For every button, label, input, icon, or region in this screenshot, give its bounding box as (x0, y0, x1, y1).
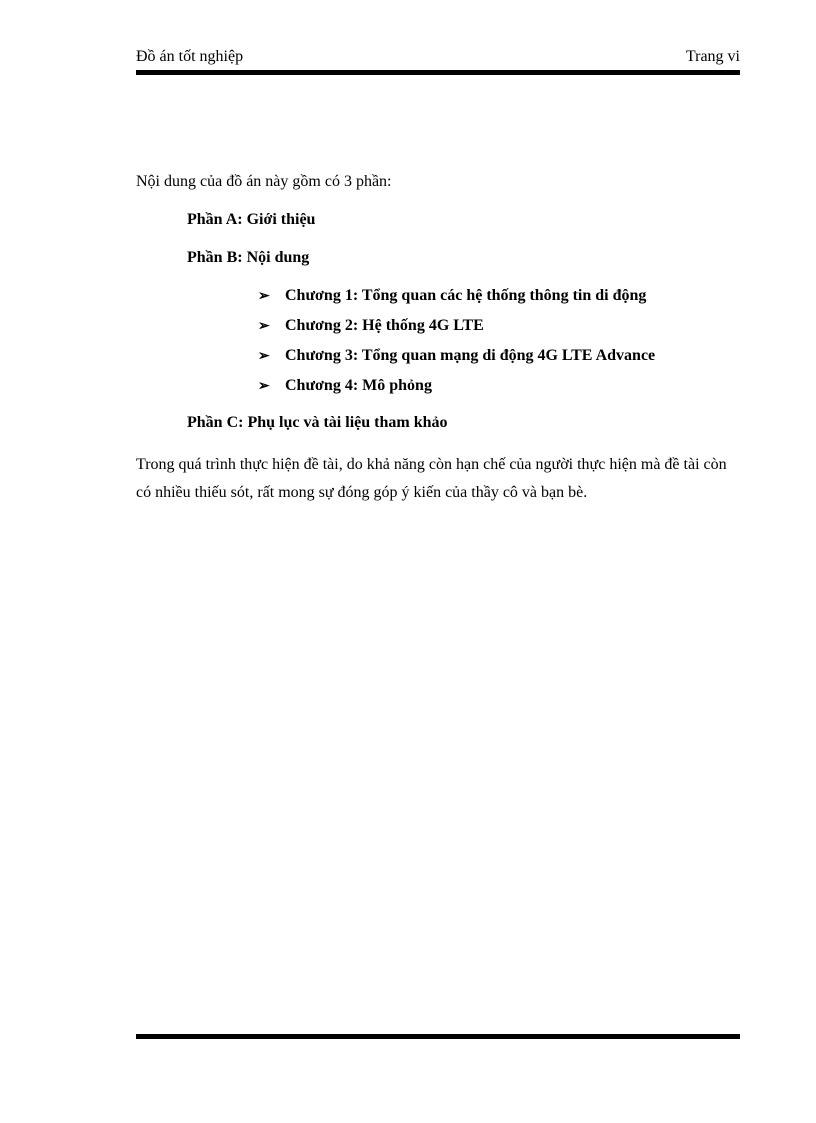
part-c-heading: Phần C: Phụ lục và tài liệu tham khảo (187, 414, 448, 431)
chapter-list (258, 286, 655, 406)
page-number: Trang vi (685, 48, 740, 65)
chapter-item-2 (258, 316, 655, 346)
arrowhead-bullet-icon: ➢ (258, 289, 270, 304)
part-a-heading: Phần A: Giới thiệu (187, 211, 316, 228)
intro-text: Nội dung của đồ án này gồm có 3 phần: (136, 173, 392, 190)
part-b-heading: Phần B: Nội dung (187, 249, 310, 266)
chapter-label: Chương 4: Mô phỏng (285, 377, 432, 394)
chapter-item-4 (258, 376, 655, 406)
chapter-label: Chương 2: Hệ thống 4G LTE (285, 317, 484, 334)
footer-rule (136, 1034, 740, 1039)
chapter-label: Chương 3: Tổng quan mạng di động 4G LTE Advance (285, 347, 656, 364)
document-title: Đồ án tốt nghiệp (136, 48, 244, 65)
chapter-item-1 (258, 286, 655, 316)
chapter-item-3 (258, 346, 655, 376)
arrowhead-bullet-icon: ➢ (258, 349, 270, 364)
arrowhead-bullet-icon: ➢ (258, 319, 270, 334)
chapter-label: Chương 1: Tổng quan các hệ thống thông tin di động (285, 287, 647, 304)
closing-paragraph: Trong quá trình thực hiện đề tài, do khả năng còn hạn chế của người thực hiện mà đề tài còn có nhiều thiếu sót, rất mong sự đóng góp ý kiến của thầy cô và bạn bè. (136, 456, 727, 501)
header-rule (136, 70, 740, 75)
arrowhead-bullet-icon: ➢ (258, 379, 270, 394)
page-header (136, 48, 740, 70)
